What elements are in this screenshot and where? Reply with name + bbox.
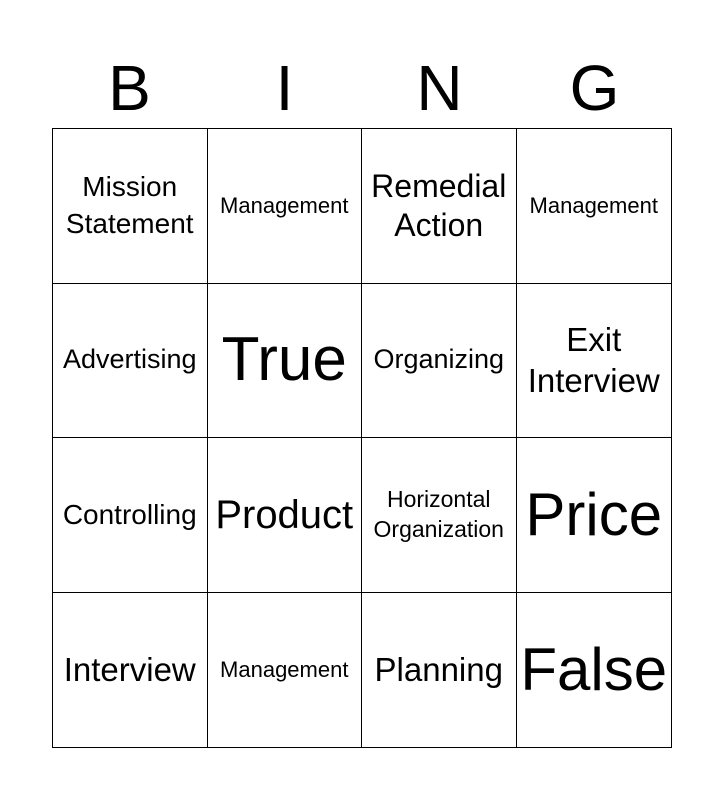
cell-label: Controlling: [62, 498, 197, 530]
bingo-cell: [517, 593, 672, 748]
bingo-cell: [208, 593, 363, 748]
bingo-cell: [53, 593, 208, 748]
bingo-cell: [362, 438, 517, 593]
bingo-cell: [362, 129, 517, 284]
cell-label: Advertising: [62, 344, 197, 375]
cell-label: False: [520, 635, 668, 703]
header-letter-g: G: [569, 52, 620, 124]
cell-label: Remedial Action: [371, 168, 507, 243]
bingo-cell: [362, 593, 517, 748]
header-letter-i: I: [275, 52, 294, 124]
bingo-header: [52, 48, 672, 128]
cell-label: Mission Statement: [65, 171, 194, 239]
bingo-cell: [208, 438, 363, 593]
bingo-cell: [517, 438, 672, 593]
header-letter-b: B: [108, 52, 151, 124]
bingo-board: [52, 128, 672, 748]
bingo-cell: [208, 129, 363, 284]
cell-label: Price: [525, 480, 663, 548]
bingo-cell: [517, 129, 672, 284]
cell-label: Exit Interview: [527, 321, 660, 400]
cell-label: Organizing: [373, 344, 505, 375]
bingo-cell: [53, 284, 208, 439]
header-letter-n: N: [416, 52, 463, 124]
cell-label: Horizontal Organization: [373, 485, 504, 542]
bingo-cell: [517, 284, 672, 439]
bingo-cell: [53, 438, 208, 593]
cell-label: Interview: [63, 651, 196, 689]
cell-label: Planning: [374, 651, 503, 689]
cell-label: Management: [220, 193, 349, 219]
cell-label: Management: [220, 657, 349, 683]
bingo-cell: [53, 129, 208, 284]
cell-label: True: [221, 325, 347, 395]
bingo-cell: [208, 284, 363, 439]
bingo-cell: [362, 284, 517, 439]
cell-label: Management: [529, 193, 658, 219]
cell-label: Product: [215, 492, 354, 537]
